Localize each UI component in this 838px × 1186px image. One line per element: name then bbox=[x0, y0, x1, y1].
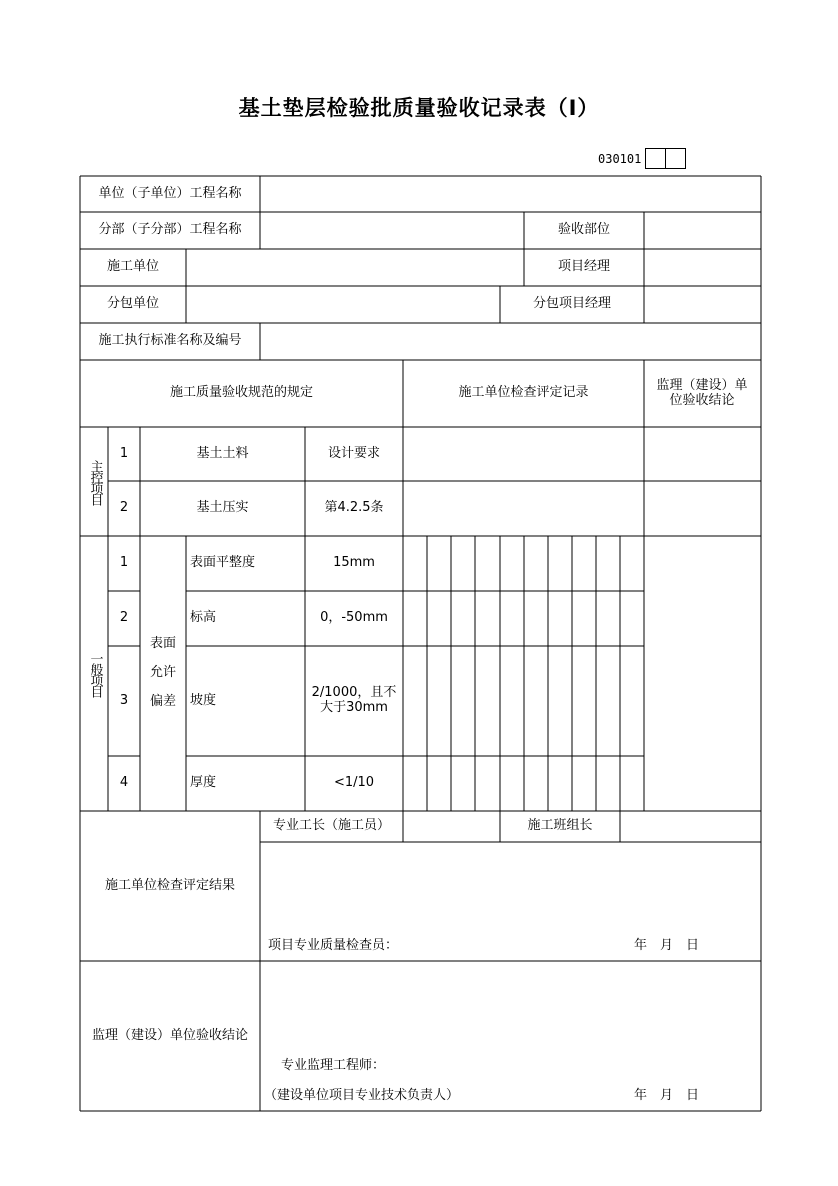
project-manager-label: 项目经理 bbox=[557, 259, 610, 275]
result-date: 年 月 日 bbox=[634, 937, 700, 953]
main-item-2-requirement: 第4.2.5条 bbox=[324, 500, 384, 516]
subproject-name-field[interactable] bbox=[261, 213, 523, 248]
foreman-field[interactable] bbox=[404, 812, 499, 841]
project-name-label: 单位（子单位）工程名称 bbox=[98, 185, 242, 201]
main-item-1-name: 基土土料 bbox=[196, 445, 249, 461]
team-leader-label: 施工班组长 bbox=[527, 818, 593, 834]
main-item-1-conclusion[interactable] bbox=[645, 428, 760, 480]
owner-representative-label: （建设单位项目专业技术负责人） bbox=[264, 1087, 460, 1103]
subproject-name-label: 分部（子分部）工程名称 bbox=[98, 222, 242, 238]
general-item-4-name: 厚度 bbox=[190, 775, 217, 791]
general-item-3-name: 坡度 bbox=[190, 692, 217, 708]
standard-field[interactable] bbox=[261, 324, 760, 359]
team-leader-field[interactable] bbox=[621, 812, 760, 841]
main-items-label-cell bbox=[80, 427, 108, 536]
acceptance-part-field[interactable] bbox=[645, 213, 760, 248]
general-item-1-name: 表面平整度 bbox=[190, 555, 256, 571]
general-item-2-no: 2 bbox=[119, 610, 129, 626]
tolerance-group-line-1: 表面 bbox=[149, 636, 176, 652]
supervision-section-label: 监理（建设）单位验收结论 bbox=[91, 1027, 248, 1043]
inspector-label: 项目专业质量检查员： bbox=[268, 937, 399, 953]
main-item-2-name: 基土压实 bbox=[196, 500, 249, 516]
main-item-1-requirement: 设计要求 bbox=[327, 445, 380, 461]
project-name-field[interactable] bbox=[261, 177, 760, 211]
subcontract-manager-label: 分包项目经理 bbox=[532, 296, 611, 312]
general-items-label-cell bbox=[80, 536, 108, 811]
subcontractor-label: 分包单位 bbox=[106, 296, 159, 312]
general-item-4-no: 4 bbox=[119, 775, 129, 791]
subcontractor-field[interactable] bbox=[187, 287, 499, 322]
main-item-1-no: 1 bbox=[119, 445, 129, 461]
result-section-field[interactable] bbox=[261, 843, 760, 931]
construction-unit-label: 施工单位 bbox=[106, 259, 159, 275]
standard-label: 施工执行标准名称及编号 bbox=[98, 333, 242, 349]
tolerance-group-line-2: 允许 bbox=[149, 665, 176, 681]
subcontract-manager-field[interactable] bbox=[645, 287, 760, 322]
supervision-column-header: 监理（建设）单位验收结论 bbox=[656, 377, 748, 408]
general-item-1-no: 1 bbox=[119, 555, 129, 571]
general-item-3-no: 3 bbox=[119, 692, 129, 708]
supervision-section-field[interactable] bbox=[261, 962, 760, 1052]
general-item-4-requirement: <1/10 bbox=[333, 775, 375, 791]
supervision-date: 年 月 日 bbox=[634, 1087, 700, 1103]
foreman-label: 专业工长（施工员） bbox=[272, 818, 390, 834]
main-item-2-conclusion[interactable] bbox=[645, 482, 760, 535]
general-item-3-requirement: 2/1000，且不大于30mm bbox=[311, 685, 397, 715]
spec-column-header: 施工质量验收规范的规定 bbox=[169, 385, 313, 401]
form-title: 基土垫层检验批质量验收记录表（Ⅰ） bbox=[238, 96, 600, 120]
record-column-header: 施工单位检查评定记录 bbox=[458, 385, 589, 401]
main-items-label: 主控项目 bbox=[87, 459, 103, 504]
main-item-2-no: 2 bbox=[119, 500, 129, 516]
tolerance-group-line-3: 偏差 bbox=[149, 693, 176, 709]
main-item-2-record[interactable] bbox=[404, 482, 643, 535]
general-items-label: 一般项目 bbox=[87, 651, 103, 696]
construction-unit-field[interactable] bbox=[187, 250, 523, 285]
main-item-1-record[interactable] bbox=[404, 428, 643, 480]
project-manager-field[interactable] bbox=[645, 250, 760, 285]
form-code: 030101 bbox=[598, 151, 642, 166]
acceptance-part-label: 验收部位 bbox=[557, 222, 610, 238]
general-item-1-requirement: 15mm bbox=[333, 555, 375, 571]
general-items-conclusion[interactable] bbox=[645, 537, 760, 810]
tolerance-group-label bbox=[140, 536, 186, 811]
result-section-label: 施工单位检查评定结果 bbox=[104, 877, 235, 893]
general-item-2-name: 标高 bbox=[190, 610, 217, 626]
general-item-2-requirement: 0，-50mm bbox=[320, 610, 388, 626]
supervision-engineer-label: 专业监理工程师： bbox=[281, 1057, 386, 1073]
